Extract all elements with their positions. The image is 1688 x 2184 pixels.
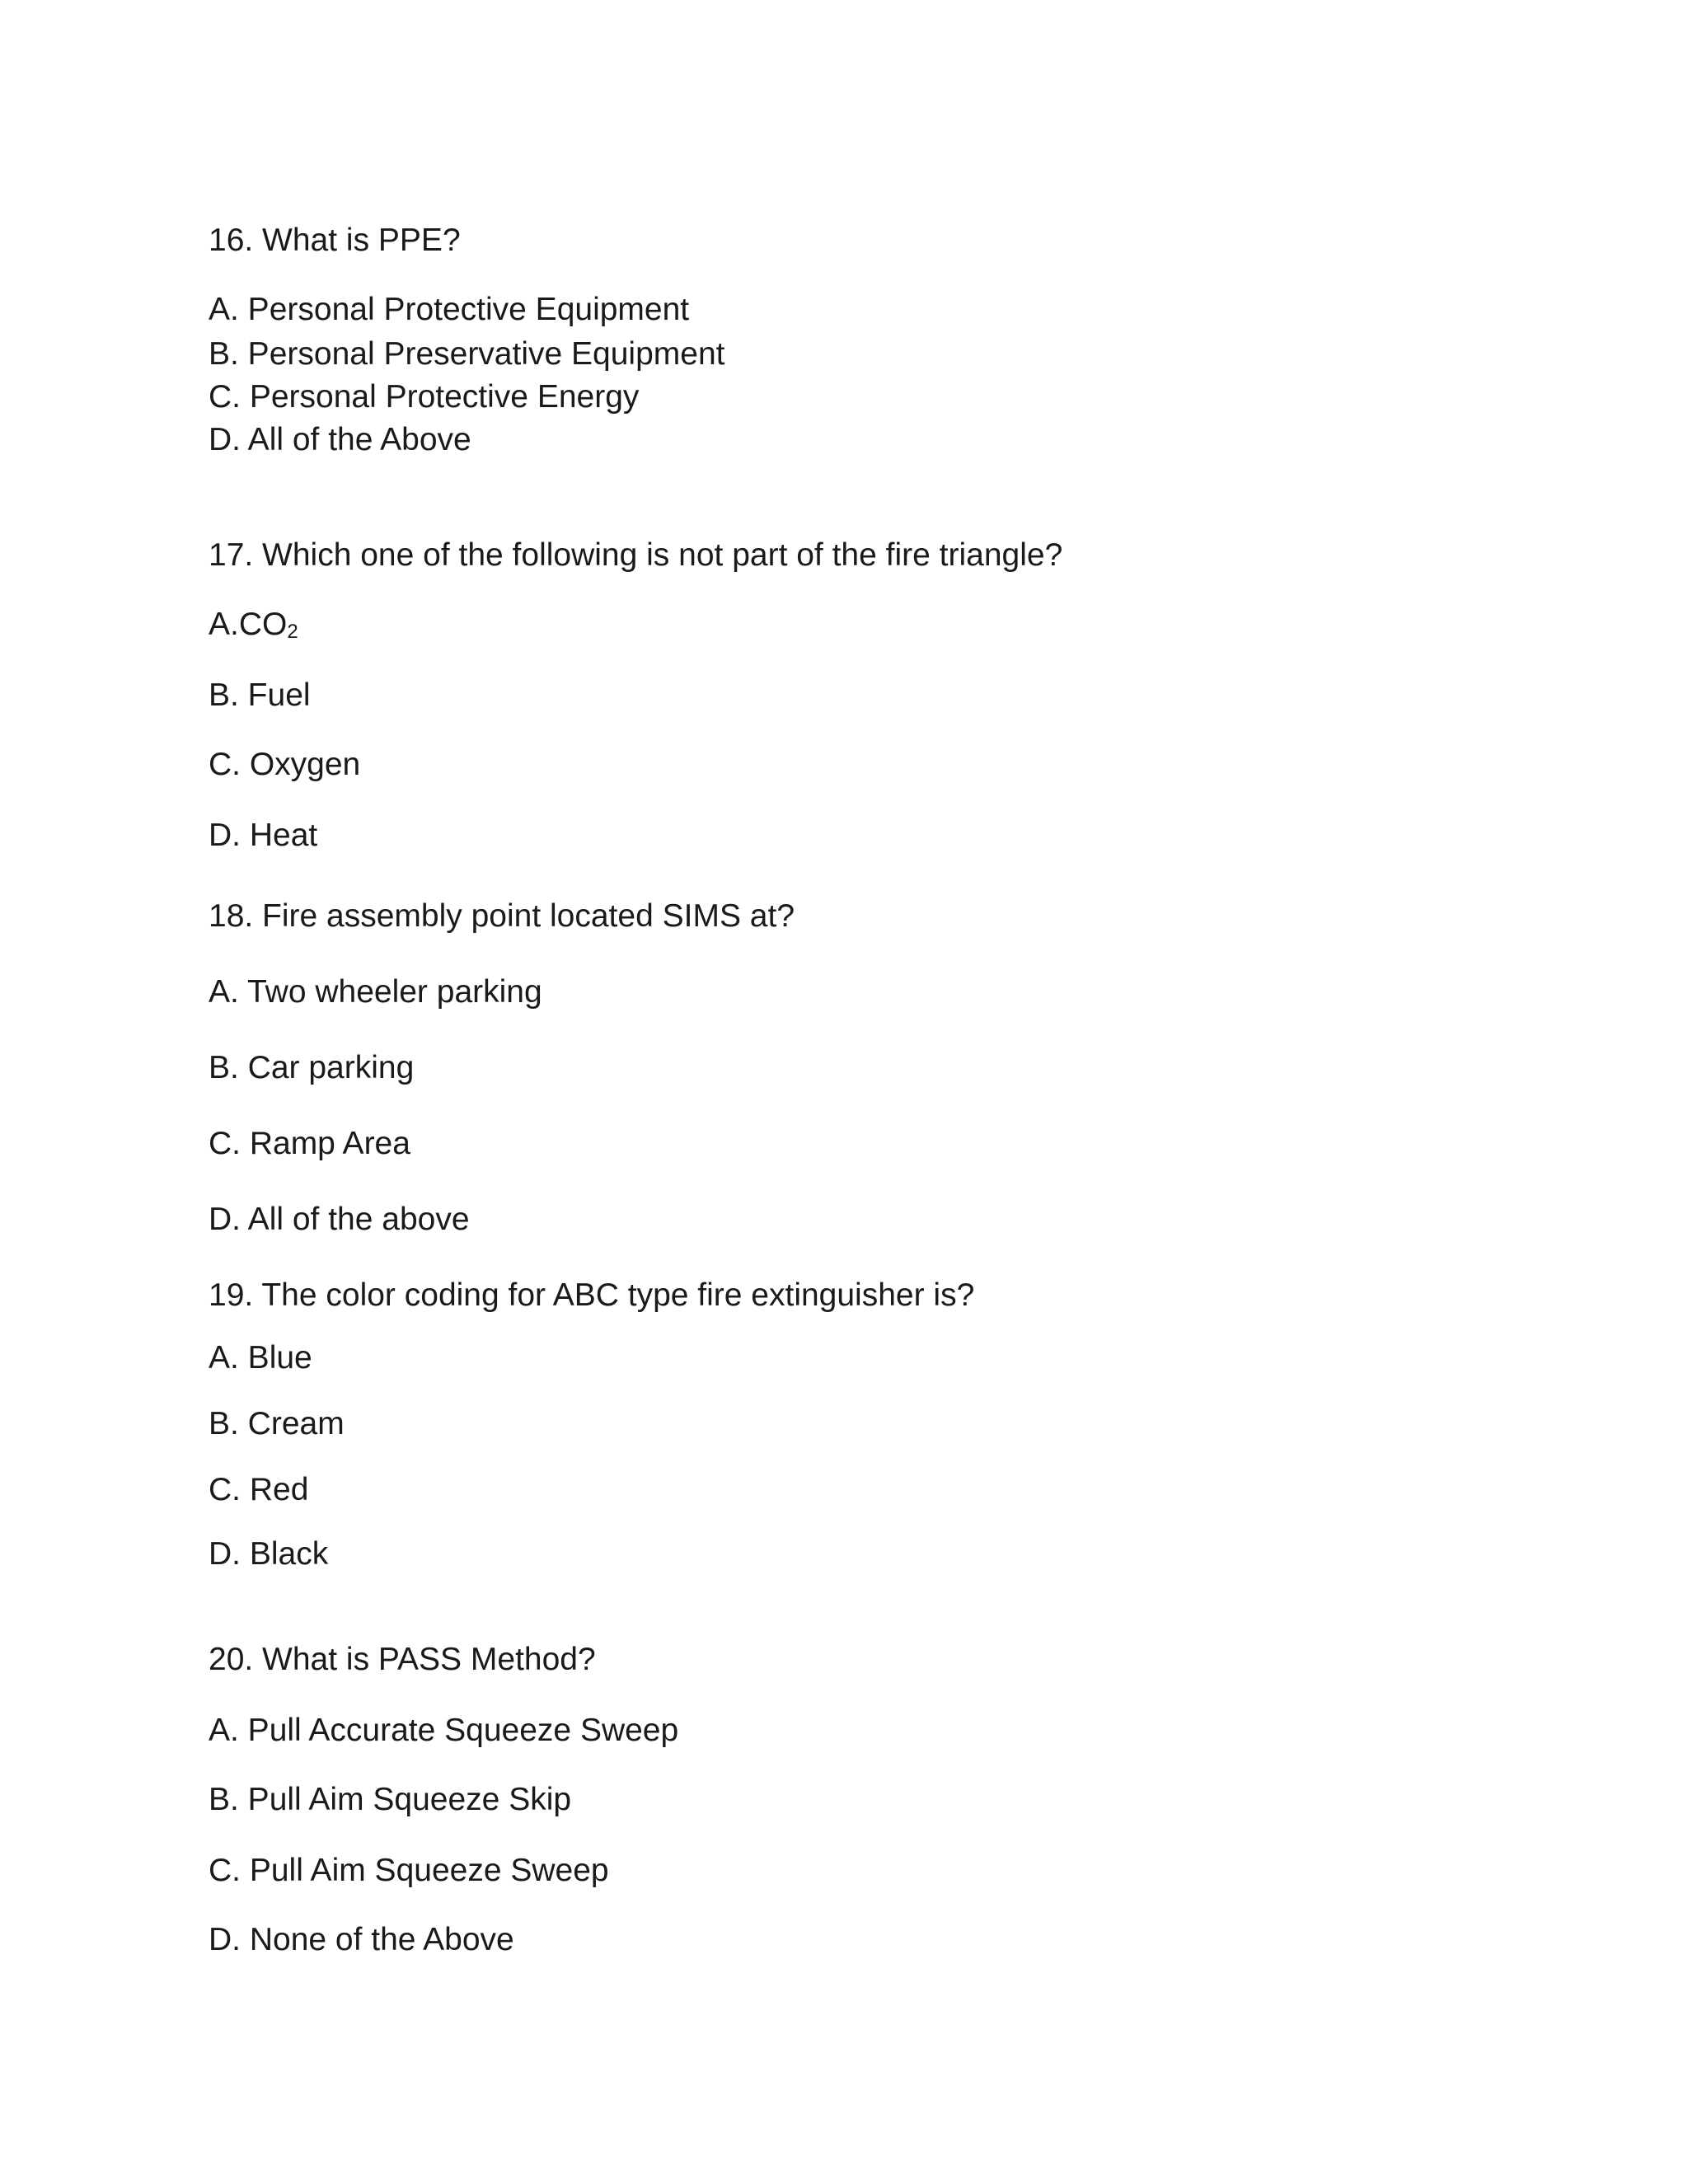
question-19-option-a: A. Blue: [209, 1340, 312, 1376]
question-19-option-c: C. Red: [209, 1472, 309, 1507]
question-20-option-b: B. Pull Aim Squeeze Skip: [209, 1782, 572, 1817]
question-16-option-b: B. Personal Preservative Equipment: [209, 336, 725, 372]
question-18-option-b: B. Car parking: [209, 1050, 415, 1085]
question-17-option-a: [209, 608, 298, 642]
question-16-prompt: 16. What is PPE?: [209, 223, 461, 258]
question-16-option-c: C. Personal Protective Energy: [209, 379, 640, 415]
question-20-option-a: A. Pull Accurate Squeeze Sweep: [209, 1713, 679, 1748]
question-17-option-d: D. Heat: [209, 818, 318, 853]
question-20-option-d: D. None of the Above: [209, 1922, 514, 1957]
question-19-option-b: B. Cream: [209, 1406, 345, 1441]
question-20-prompt: 20. What is PASS Method?: [209, 1642, 596, 1677]
question-17-prompt: 17. Which one of the following is not part of the fire triangle?: [209, 537, 1063, 573]
question-19-prompt: 19. The color coding for ABC type fire extinguisher is?: [209, 1277, 975, 1313]
question-17-option-c: C. Oxygen: [209, 747, 361, 782]
question-16-option-a: A. Personal Protective Equipment: [209, 292, 690, 327]
question-18-option-c: C. Ramp Area: [209, 1126, 410, 1161]
question-17-option-b: B. Fuel: [209, 677, 311, 713]
question-18-prompt: 18. Fire assembly point located SIMS at?: [209, 898, 795, 934]
question-18-option-a: A. Two wheeler parking: [209, 974, 542, 1010]
question-16-option-d: D. All of the Above: [209, 422, 471, 457]
question-18-option-d: D. All of the above: [209, 1202, 470, 1237]
question-17-option-a-subscript: 2: [287, 621, 298, 643]
question-20-option-c: C. Pull Aim Squeeze Sweep: [209, 1853, 609, 1888]
question-17-option-a-label: A.CO: [209, 607, 288, 642]
question-19-option-d: D. Black: [209, 1536, 329, 1572]
